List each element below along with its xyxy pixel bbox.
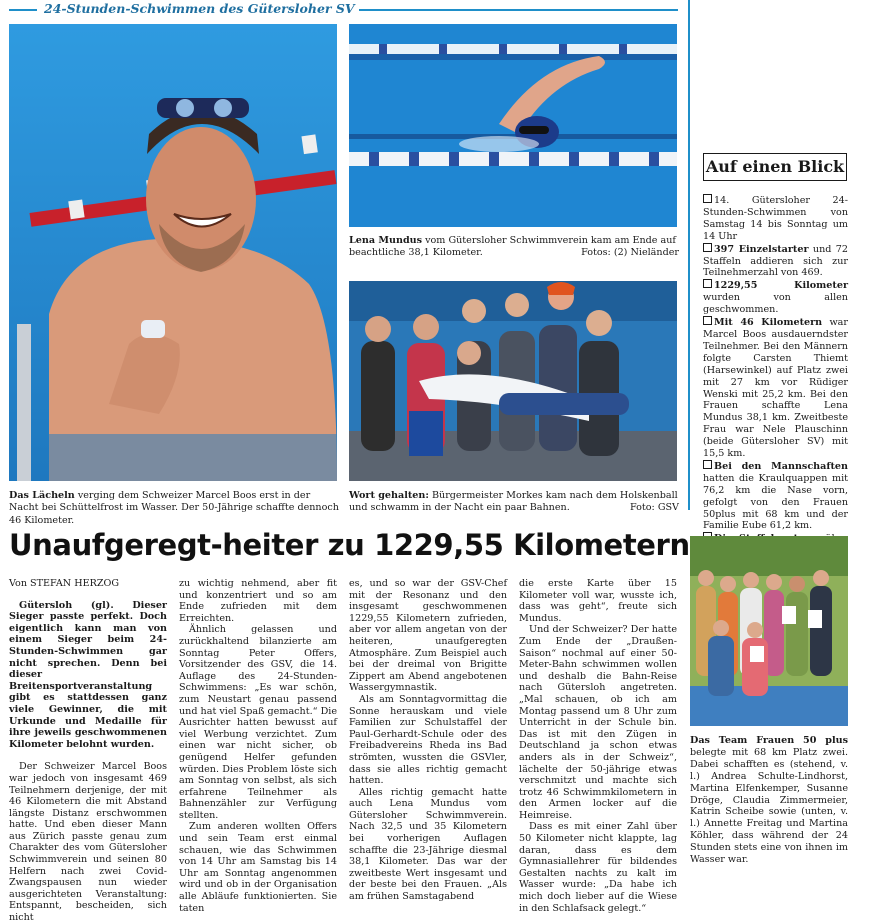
infobox-item-text: und 72 Staffeln addieren sich zur Teilnehmerzahl von 469. xyxy=(703,243,848,279)
infobox-item-bold: Mit 46 Kilometern xyxy=(714,317,823,329)
article-paragraph: Und der Schweizer? Der hatte Zum Ende der „Draußen-Saison“ nochmal auf einer 50-Meter-Bahn schwimmen wollen und deshalb die Bahn-Reise nach Gütersloh angetreten. „Mal schauen, ob ich am Montag passend um 8 Uhr zum Unterricht in der Schule bin. Das ist mit den Zügen in Deutschland ja schon etwas anders als in der Schweiz“, lächelte der 50-jährige etwas verschmitzt und machte sich trotz 46 Schwimmkilometern in den Armen locker auf die Heimreise. xyxy=(519,624,677,821)
checkbox-icon xyxy=(703,194,712,203)
article-paragraph: Dass es mit einer Zahl über 50 Kilometer nicht klappte, lag daran, dass es dem Gymnasiallehrer für bildendes Gestalten nachts zu kalt im Wasser wurde: „Da habe ich mich doch lieber auf die Wiese in den Schlafsack gelegt.“ xyxy=(519,821,677,914)
caption-lena-mundus xyxy=(349,235,679,260)
infobox-item xyxy=(703,316,848,460)
photo-marcel-boos xyxy=(9,24,337,481)
article-column-4 xyxy=(519,578,677,914)
article-paragraph: zu wichtig nehmend, aber fit und konzentriert und so am Ende zufrieden mit dem Erreichten. xyxy=(179,578,337,624)
infobox-title: Auf einen Blick xyxy=(703,153,847,181)
caption-group-morkes-credit: Foto: GSV xyxy=(630,502,679,514)
photo-group-morkes xyxy=(349,281,677,481)
header-rule-right xyxy=(322,9,678,11)
article-headline: Unaufgeregt-heiter zu 1229,55 Kilometern xyxy=(9,528,690,562)
infobox-item xyxy=(703,243,848,280)
caption-group-morkes-bold: Wort gehalten: xyxy=(349,490,429,501)
article-paragraph: Zum anderen wollten Offers und sein Team erst einmal schauen, wie das Schwimmen von 14 Uhr am Samstag bis 14 Uhr am Sonntag angenommen wird und ob in der Organisation alle Abläufe funktionierten. Sie taten xyxy=(179,821,337,914)
section-kicker: 24-Stunden-Schwimmen des Gütersloher SV xyxy=(40,1,359,16)
checkbox-icon xyxy=(703,243,712,252)
infobox-item-text: war Marcel Boos ausdauerndster Teilnehmer. Bei den Männern folgte Carsten Thiemt (Harsewinkel) auf Platz zwei mit 27 km vor Rüdiger Wenski mit 25,2 km. Bei den Frauen schaffte Lena Mundus 38,1 km. Zweitbeste Frau war Nele Plauschinn (beide Gütersloher SV) mit 15,5 km. xyxy=(703,317,848,460)
caption-team-frauen-text: belegte mit 68 km Platz zwei. Dabei schafften es (stehend, v. l.) Andrea Schulte-Lindhorst, Martina Elfenkemper, Susanne Dröge, Claudia Zimmermeier, Katrin Scheibe sowie (unten, v. l.) Annette Freitag und Martina Köhler, dass während der 24 Stunden stets eine von ihnen im Wasser war. xyxy=(690,746,848,866)
infobox-item xyxy=(703,460,848,532)
photo-lena-mundus-image xyxy=(349,24,677,227)
photo-marcel-boos-image xyxy=(9,24,337,481)
infobox-item-bold: 397 Einzelstarter xyxy=(714,243,809,255)
checkbox-icon xyxy=(703,279,712,288)
infobox-item-text: wurden von allen geschwommen. xyxy=(703,292,848,316)
caption-marcel-boos-text: verging dem Schweizer Marcel Boos erst in der Nacht bei Schüttelfrost im Wasser. Der 50-Jährige schaffte dennoch 46 Kilometer. xyxy=(9,490,339,526)
checkbox-icon xyxy=(703,316,712,325)
article-paragraph: Als am Sonntagvormittag die Sonne herauskam und viele Familien zur Schulstaffel der Paul-Gerhardt-Schule oder des Freibadvereins Rheda ins Bad strömten, wussten die GSVler, dass sie alles richtig gemacht hatten. xyxy=(349,693,507,787)
caption-group-morkes-text: Bürgermeister Morkes kam nach dem Holskenball und schwamm in der Nacht ein paar Bahnen. xyxy=(349,490,678,514)
infobox-item xyxy=(703,279,848,316)
infobox-item-text: hatten die Kraulquappen mit 76,2 km die Nase vorn, gefolgt von den Frauen 50plus mit 68 km und der Familie Eube 61,2 km. xyxy=(703,472,848,532)
caption-lena-mundus-credit: Fotos: (2) Nieländer xyxy=(581,247,679,259)
column-divider xyxy=(688,0,690,510)
header-rule-left xyxy=(9,9,37,11)
caption-team-frauen xyxy=(690,735,848,866)
photo-lena-mundus xyxy=(349,24,677,227)
caption-group-morkes xyxy=(349,490,679,515)
checkbox-icon xyxy=(703,460,712,469)
article-column-1 xyxy=(9,578,167,924)
article-lead: Gütersloh (gl). Dieser Sieger passte perfekt. Doch eigentlich kann man von einem Sieger beim 24-Stunden-Schwimmen gar nicht sprechen. Denn bei dieser Breitensportveranstaltung gibt es stattdessen ganz viele Gewinner, die mit Urkunde und Medaille für ihre jeweils geschwommenen Kilometer belohnt wurden. xyxy=(9,599,167,750)
infobox-item-bold: 1229,55 Kilometer xyxy=(714,280,848,292)
article-paragraph: Alles richtig gemacht hatte auch Lena Mundus vom Gütersloher Schwimmverein. Nach 32,5 und 35 Kilometern bei vorherigen Auflagen schaffte die 23-Jährige diesmal 38,1 Kilometer. Das war der zweitbeste Wert insgesamt und der beste bei den Frauen. „Als am frühen Samstagabend xyxy=(349,786,507,903)
photo-team-frauen xyxy=(690,536,848,726)
article-column-2 xyxy=(179,578,337,914)
infobox-item xyxy=(703,194,848,243)
caption-lena-mundus-bold: Lena Mundus xyxy=(349,235,423,246)
article-column-3 xyxy=(349,578,507,903)
infobox-item-text: 14. Gütersloher 24-Stunden-Schwimmen von Samstag 14 bis Sonntag um 14 Uhr xyxy=(703,195,848,242)
photo-team-frauen-image xyxy=(690,536,848,726)
article-paragraph: Ähnlich gelassen und zurückhaltend bilanzierte am Sonntag Peter Offers, Vorsitzender des GSV, die 14. Auflage des 24-Stunden-Schwimmens: „Es war schön, zum Neustart genau passend und hat viel Spaß gemacht.“ Die Ausrichter hatten bewusst auf viel Werbung verzichtet. Zum einen war nicht sicher, ob genügend Helfer gefunden würden. Dies Problem löste sich am Sonntag von selbst, als sich erfahrene Teilnehmer als Bahnenzähler zur Verfügung stellten. xyxy=(179,624,338,821)
article-paragraph: Der Schweizer Marcel Boos war jedoch von insgesamt 469 Teilnehmern derjenige, der mit 46 Kilometern die mit Abstand längste Distanz erschwommen hatte. Und eben dieser Mann aus Zürich passte genau zum Charakter des vom Gütersloher Schwimmverein und seinen 80 Helfern nach zwei Covid-Zwangspausen nun wieder ausgerichteten Veranstaltung: Entspannt, bescheiden, sich nicht xyxy=(9,761,167,924)
photo-group-morkes-image xyxy=(349,281,677,481)
article-paragraph: es, und so war der GSV-Chef mit der Resonanz und den insgesamt geschwommenen 1229,55 Kilometern zufrieden, aber vor allem angetan von der heiteren, unaufgeregten Atmosphäre. Zum Beispiel auch bei der dreimal von Brigitte Zippert am Abend angebotenen Wassergymnastik. xyxy=(349,578,507,694)
infobox-item-bold: Bei den Mannschaften xyxy=(714,460,848,472)
caption-marcel-boos xyxy=(9,490,339,527)
article-paragraph: die erste Karte über 15 Kilometer voll war, wusste ich, dass was geht“, freute sich Mundus. xyxy=(519,578,677,624)
caption-team-frauen-bold: Das Team Frauen 50 plus xyxy=(690,735,848,746)
byline: Von STEFAN HERZOG xyxy=(9,578,120,589)
caption-lena-mundus-text: vom Gütersloher Schwimmverein kam am Ende auf beachtliche 38,1 Kilometer. xyxy=(349,235,676,259)
caption-marcel-boos-bold: Das Lächeln xyxy=(9,490,75,501)
